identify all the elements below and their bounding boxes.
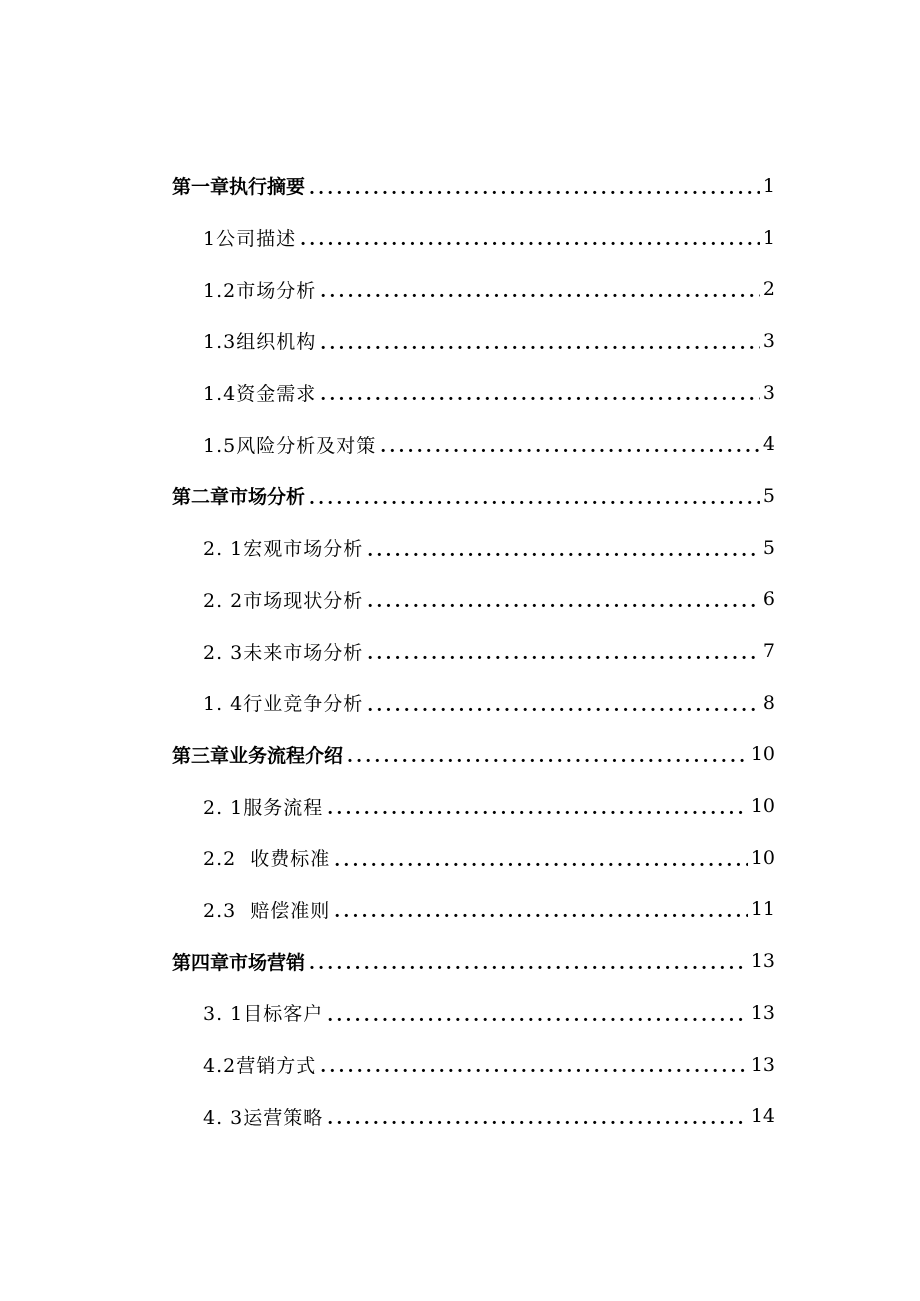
toc-dot-leader [380, 439, 760, 470]
toc-dot-leader [320, 1059, 748, 1090]
toc-entry[interactable] [203, 212, 775, 264]
toc-entry-title: 4.2营销方式 [203, 1055, 317, 1078]
toc-entry[interactable] [203, 418, 775, 470]
toc-entry[interactable] [172, 729, 775, 781]
toc-entry-title: 1.2市场分析 [203, 279, 317, 302]
toc-entry[interactable] [203, 1039, 775, 1091]
toc-dot-leader [309, 491, 760, 522]
toc-entry-title: 2.3 赔偿准则 [203, 899, 331, 922]
toc-entry-page: 5 [762, 484, 775, 507]
toc-entry-page: 11 [750, 898, 775, 921]
toc-entry-title: 4. 3运营策略 [203, 1106, 324, 1129]
toc-entry-title: 1.3组织机构 [203, 331, 317, 354]
toc-dot-leader [327, 1008, 748, 1039]
toc-entry[interactable] [203, 574, 775, 626]
toc-dot-leader [327, 801, 748, 832]
toc-entry[interactable] [203, 625, 775, 677]
toc-entry-page: 13 [750, 1001, 775, 1024]
toc-entry-title: 2. 1服务流程 [203, 796, 324, 819]
toc-entry-title: 2. 1宏观市场分析 [203, 538, 364, 561]
toc-entry-title: 第三章业务流程介绍 [172, 744, 344, 767]
toc-entry[interactable] [203, 677, 775, 729]
toc-dot-leader [367, 594, 760, 625]
toc-entry-page: 13 [750, 1053, 775, 1076]
toc-entry[interactable] [203, 263, 775, 315]
toc-dot-leader [347, 749, 748, 780]
toc-entry-title: 第四章市场营销 [172, 951, 306, 974]
table-of-contents [0, 160, 920, 1142]
toc-entry[interactable] [203, 522, 775, 574]
toc-entry-page: 1 [762, 174, 775, 197]
toc-dot-leader [367, 698, 760, 729]
toc-dot-leader [320, 284, 760, 315]
toc-dot-leader [320, 336, 760, 367]
toc-entry-title: 2. 2市场现状分析 [203, 589, 364, 612]
toc-entry-page: 7 [762, 640, 775, 663]
toc-dot-leader [327, 1111, 748, 1142]
toc-entry-page: 4 [762, 433, 775, 456]
toc-entry-page: 8 [762, 691, 775, 714]
toc-entry-page: 3 [762, 329, 775, 352]
toc-entry-page: 14 [750, 1105, 775, 1128]
toc-entry-page: 13 [750, 950, 775, 973]
toc-entry[interactable] [203, 1090, 775, 1142]
toc-entry-page: 10 [750, 846, 775, 869]
toc-dot-leader [320, 387, 760, 418]
toc-entry-title: 1公司描述 [203, 228, 297, 251]
toc-dot-leader [334, 853, 748, 884]
toc-entry-title: 1. 4行业竞争分析 [203, 693, 364, 716]
toc-dot-leader [300, 232, 760, 263]
toc-entry[interactable] [203, 987, 775, 1039]
toc-entry-page: 10 [750, 743, 775, 766]
toc-entry-page: 10 [750, 795, 775, 818]
toc-entry-page: 3 [762, 381, 775, 404]
toc-entry-title: 第二章市场分析 [172, 486, 306, 509]
toc-entry-title: 1.4资金需求 [203, 383, 317, 406]
toc-dot-leader [334, 904, 748, 935]
toc-dot-leader [367, 543, 760, 574]
toc-dot-leader [309, 956, 748, 987]
toc-entry[interactable] [203, 884, 775, 936]
toc-entry-title: 1.5风险分析及对策 [203, 434, 377, 457]
toc-entry-page: 5 [762, 536, 775, 559]
toc-entry-title: 第一章执行摘要 [172, 176, 306, 199]
toc-dot-leader [367, 646, 760, 677]
toc-entry[interactable] [172, 935, 775, 987]
toc-entry-page: 1 [762, 226, 775, 249]
toc-entry[interactable] [203, 832, 775, 884]
toc-entry[interactable] [172, 160, 775, 212]
toc-entry[interactable] [203, 780, 775, 832]
toc-entry[interactable] [203, 315, 775, 367]
toc-dot-leader [309, 181, 760, 212]
toc-entry[interactable] [172, 470, 775, 522]
toc-entry-page: 6 [762, 588, 775, 611]
toc-entry-title: 2. 3未来市场分析 [203, 641, 364, 664]
toc-entry-page: 2 [762, 278, 775, 301]
toc-entry-title: 3. 1目标客户 [203, 1003, 324, 1026]
toc-entry[interactable] [203, 367, 775, 419]
toc-entry-title: 2.2 收费标准 [203, 848, 331, 871]
